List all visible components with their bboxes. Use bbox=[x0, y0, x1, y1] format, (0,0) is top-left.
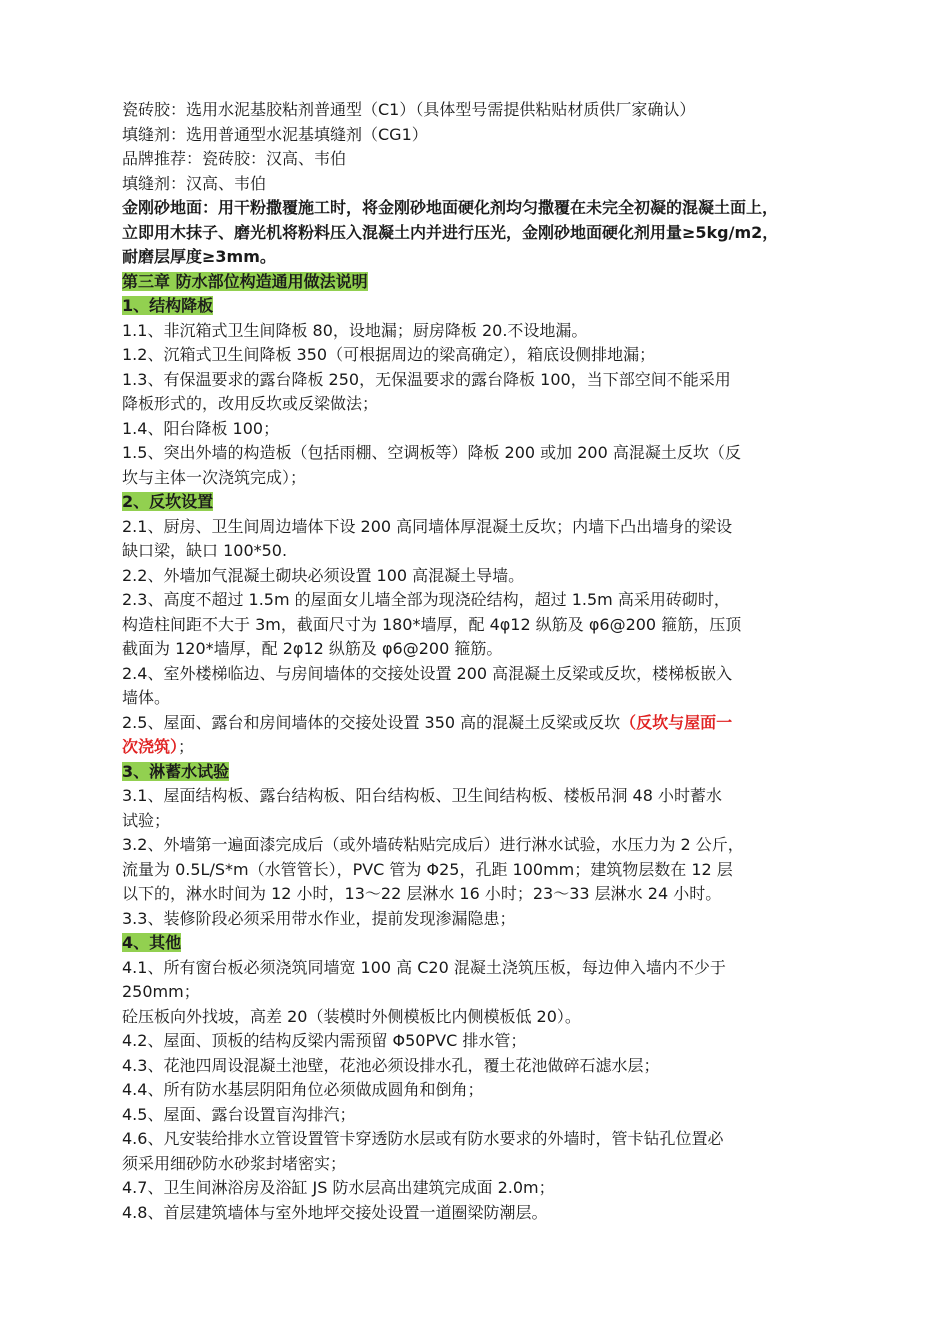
section-line: 1.4、阳台降板 100； bbox=[122, 418, 280, 438]
section-line: 3.2、外墙第一遍面漆完成后（或外墙砖粘贴完成后）进行淋水试验，水压力为 2 公斤， bbox=[122, 835, 744, 854]
section-line: 1.1、非沉箱式卫生间降板 80，设地漏；厨房降板 20.不设地漏。 bbox=[122, 320, 588, 340]
section-line: 1.3、有保温要求的露台降板 250，无保温要求的露台降板 100，当下部空间不能采用 bbox=[122, 369, 731, 389]
emery-floor-line-3: 耐磨层厚度≥3mm。 bbox=[122, 247, 276, 266]
document-page bbox=[122, 98, 842, 1225]
section-line: 4.1、所有窗台板必须浇筑同墙宽 100 高 C20 混凝土浇筑压板，每边伸入墙内不少于 bbox=[122, 957, 726, 977]
section-line: 4.4、所有防水基层阴阳角位必须做成圆角和倒角； bbox=[122, 1080, 484, 1099]
section-line: 降板形式的，改用反坎或反梁做法； bbox=[122, 394, 379, 413]
section-line-text: 2.5、屋面、露台和房间墙体的交接处设置 350 高的混凝土反梁或反坎 bbox=[122, 712, 621, 732]
section-line: 须采用细砂防水砂浆封堵密实； bbox=[122, 1153, 347, 1173]
section-line: 缺口梁，缺口 100*50. bbox=[122, 541, 288, 560]
red-note: 次浇筑） bbox=[122, 737, 179, 756]
section-line: 4.8、首层建筑墙体与室外地坪交接处设置一道圈梁防潮层。 bbox=[122, 1202, 548, 1222]
emery-floor-line-1: 金刚砂地面：用干粉撒覆施工时，将金刚砂地面硬化剂均匀撒覆在未完全初凝的混凝土面上， bbox=[122, 198, 779, 217]
chapter-title: 第三章 防水部位构造通用做法说明 bbox=[122, 271, 368, 291]
section-heading: 3、淋蓄水试验 bbox=[122, 761, 230, 781]
section-line: 墙体。 bbox=[122, 688, 171, 707]
section-line: 2.1、厨房、卫生间周边墙体下设 200 高同墙体厚混凝土反坎；内墙下凸出墙身的梁设 bbox=[122, 516, 733, 536]
section-heading: 2、反坎设置 bbox=[122, 492, 214, 511]
section-line-text: ； bbox=[178, 737, 195, 756]
brand-line: 品牌推荐：瓷砖胶：汉高、韦伯 bbox=[122, 149, 347, 168]
section-heading: 1、结构降板 bbox=[122, 296, 214, 315]
section-line: 1.5、突出外墙的构造板（包括雨棚、空调板等）降板 200 或加 200 高混凝土反坎（反 bbox=[122, 443, 741, 462]
emery-floor-line-2: 立即用木抹子、磨光机将粉料压入混凝土内并进行压光，金刚砂地面硬化剂用量≥5kg/m2， bbox=[122, 222, 779, 242]
grout-line: 填缝剂：选用普通型水泥基填缝剂（CG1） bbox=[122, 124, 428, 144]
section-line-2-5-cont bbox=[122, 735, 842, 760]
tile-adhesive-line: 瓷砖胶：选用水泥基胶粘剂普通型（C1）（具体型号需提供粘贴材质供厂家确认） bbox=[122, 100, 696, 119]
grout-brand-line: 填缝剂：汉高、韦伯 bbox=[122, 173, 267, 193]
section-line: 4.5、屋面、露台设置盲沟排汽； bbox=[122, 1104, 356, 1124]
section-line: 2.2、外墙加气混凝土砌块必须设置 100 高混凝土导墙。 bbox=[122, 565, 525, 585]
section-line: 3.3、装修阶段必须采用带水作业，提前发现渗漏隐患； bbox=[122, 908, 516, 928]
section-line: 坎与主体一次浇筑完成）； bbox=[122, 467, 307, 487]
section-line: 砼压板向外找坡，高差 20（装模时外侧模板比内侧模板低 20）。 bbox=[122, 1006, 581, 1026]
section-line: 3.1、屋面结构板、露台结构板、阳台结构板、卫生间结构板、楼板吊洞 48 小时蓄水 bbox=[122, 786, 722, 805]
section-line: 2.4、室外楼梯临边、与房间墙体的交接处设置 200 高混凝土反梁或反坎，楼梯板嵌入 bbox=[122, 663, 733, 683]
section-line: 4.3、花池四周设混凝土池壁，花池必须设排水孔，覆土花池做碎石滤水层； bbox=[122, 1055, 660, 1075]
red-note: （反坎与屋面一 bbox=[620, 712, 733, 732]
section-line: 4.2、屋面、顶板的结构反梁内需预留 Φ50PVC 排水管； bbox=[122, 1031, 527, 1050]
section-line: 250mm； bbox=[122, 982, 200, 1001]
section-line: 流量为 0.5L/S*m（水管管长），PVC 管为 Φ25，孔距 100mm；建筑物层数在 12 层 bbox=[122, 859, 733, 879]
section-line: 以下的，淋水时间为 12 小时，13～22 层淋水 16 小时；23～33 层淋水 24 小时。 bbox=[122, 884, 722, 903]
section-line: 4.6、凡安装给排水立管设置管卡穿透防水层或有防水要求的外墙时，管卡钻孔位置必 bbox=[122, 1129, 724, 1148]
section-line: 构造柱间距不大于 3m，截面尺寸为 180*墙厚，配 4φ12 纵筋及 φ6@200 箍筋，压顶 bbox=[122, 614, 742, 634]
section-line: 试验； bbox=[122, 810, 171, 830]
section-heading: 4、其他 bbox=[122, 933, 182, 952]
section-line-2-5 bbox=[122, 711, 842, 736]
section-line: 截面为 120*墙厚，配 2φ12 纵筋及 φ6@200 箍筋。 bbox=[122, 639, 503, 658]
section-line: 2.3、高度不超过 1.5m 的屋面女儿墙全部为现浇砼结构，超过 1.5m 高采用砖砌时， bbox=[122, 590, 730, 609]
section-line: 1.2、沉箱式卫生间降板 350（可根据周边的梁高确定），箱底设侧排地漏； bbox=[122, 345, 656, 364]
section-line: 4.7、卫生间淋浴房及浴缸 JS 防水层高出建筑完成面 2.0m； bbox=[122, 1178, 555, 1197]
